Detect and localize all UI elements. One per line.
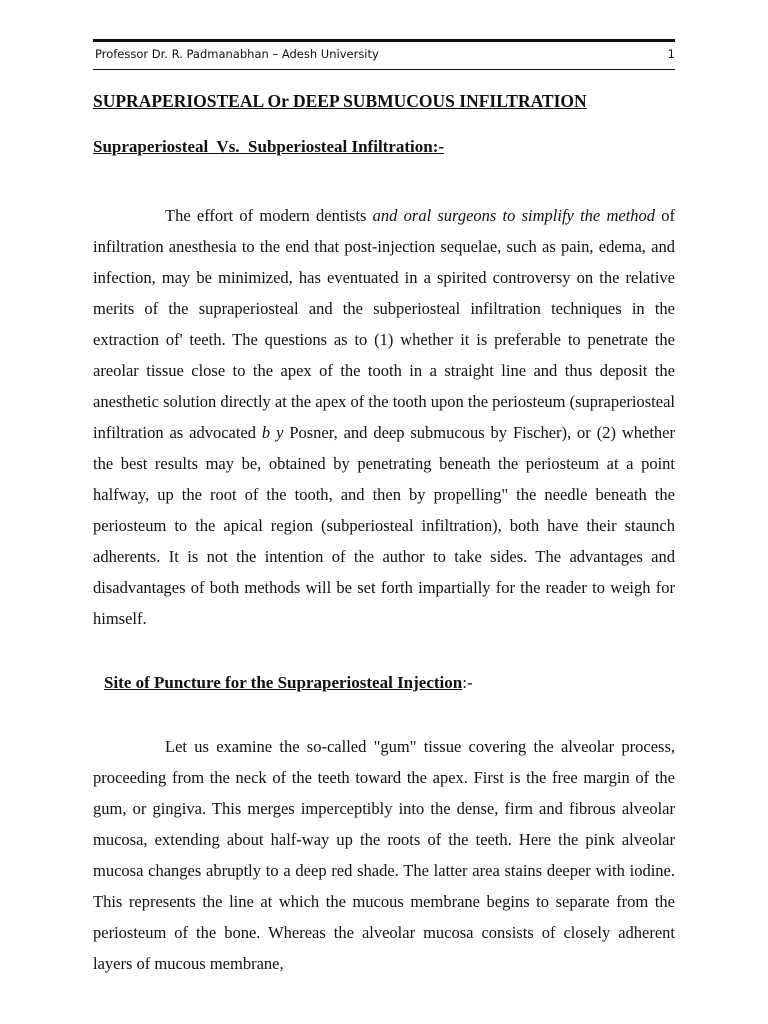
section-heading-site-of-puncture xyxy=(104,673,473,693)
header-rule-thin xyxy=(93,69,675,70)
header-rule-thick xyxy=(93,39,675,42)
para1-lead: The effort of modern dentists xyxy=(165,206,373,225)
body-paragraph-1 xyxy=(93,200,675,634)
para1-italic-1: and oral surgeons to simplify the method xyxy=(372,206,662,225)
para1-italic-2: b y xyxy=(261,423,284,442)
para1-mid: of infiltration anesthesia to the end that post-injection sequelae, such as pain, edema, and infection, may be minimized, has eventuated in a spirited controversy on the relative merits of the supraperiosteal and the subperiosteal infiltration techniques in the extraction of' teeth. The questions as to (1) whether it is preferable to penetrate the areolar tissue close to the apex of the tooth in a straight line and thus deposit the anesthetic solution directly at the apex of the tooth upon the periosteum (supraperiosteal infiltration as advocated xyxy=(93,206,676,442)
page-number: 1 xyxy=(667,47,675,61)
document-title: SUPRAPERIOSTEAL Or DEEP SUBMUCOUS INFILTRATION xyxy=(93,91,587,111)
header-author: Professor Dr. R. Padmanabhan – Adesh University xyxy=(95,47,379,61)
running-header xyxy=(93,44,675,66)
para1-rest: Posner, and deep submucous by Fischer), or (2) whether the best results may be, obtained by penetrating beneath the periosteum at a point halfway, up the root of the tooth, and then by propelling" the needle beneath the periosteum to the apical region (subperiosteal infiltration), both have their staunch adherents. It is not the intention of the author to take sides. The advantages and disadvantages of both methods will be set forth impartially for the reader to weigh for himself. xyxy=(93,423,675,628)
section2-heading-text: Site of Puncture for the Supraperiosteal Injection xyxy=(104,673,463,692)
body-paragraph-2: Let us examine the so-called "gum" tissue covering the alveolar process, proceeding from the neck of the teeth toward the apex. First is the free margin of the gum, or gingiva. This merges imperceptibly into the dense, firm and fibrous alveolar mucosa, extending about half-way up the roots of the teeth. Here the pink alveolar mucosa changes abruptly to a deep red shade. The latter area stains deeper with iodine. This represents the line at which the mucous membrane begins to separate from the periosteum of the bone. Whereas the alveolar mucosa consists of closely adherent layers of mucous membrane, xyxy=(93,737,675,973)
section-heading-comparison: Supraperiosteal Vs. Subperiosteal Infiltration:- xyxy=(93,137,445,156)
section2-heading-suffix: :- xyxy=(462,673,473,692)
